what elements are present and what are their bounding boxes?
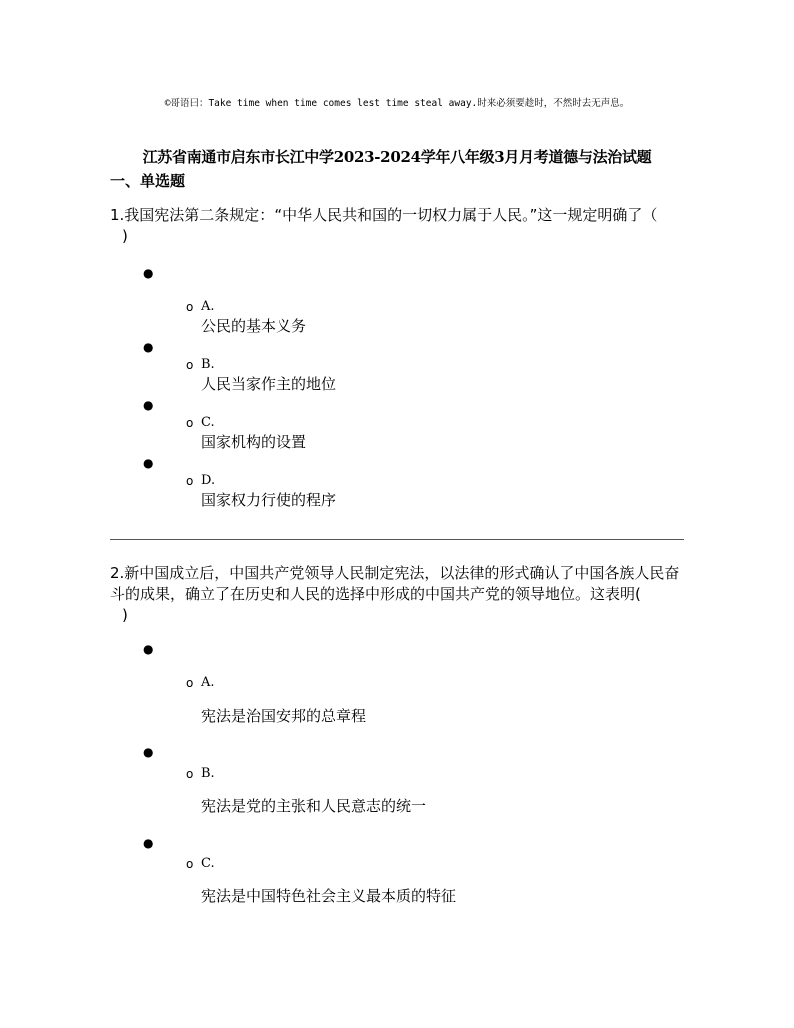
bullet-icon: ● xyxy=(143,266,154,280)
motto-line: ©哥语曰：Take time when time comes lest time steal away.时来必须要趁时，不然时去无声息。 xyxy=(164,98,630,109)
option-text: 宪法是党的主张和人民意志的统一 xyxy=(201,797,427,815)
hollow-circle-icon: o xyxy=(186,300,194,314)
hollow-circle-icon: o xyxy=(186,857,194,871)
option-text: 宪法是治国安邦的总章程 xyxy=(201,707,367,725)
option-text: 宪法是中国特色社会主义最本质的特征 xyxy=(201,887,457,905)
option-letter: A. xyxy=(201,299,215,314)
question-1-stem xyxy=(110,205,690,247)
hollow-circle-icon: o xyxy=(186,676,194,690)
question-2-text: 2.新中国成立后，中国共产党领导人民制定宪法，以法律的形式确认了中国各族人民奋斗的成果，确立了在历史和人民的选择中形成的中国共产党的领导地位。这表明( xyxy=(110,564,680,603)
hollow-circle-icon: o xyxy=(186,358,194,372)
hollow-circle-icon: o xyxy=(186,767,194,781)
bullet-icon: ● xyxy=(143,456,154,470)
option-letter: B. xyxy=(201,766,215,781)
question-1-text: 1.我国宪法第二条规定：“中华人民共和国的一切权力属于人民。”这一规定明确了（ xyxy=(110,206,658,224)
bullet-icon: ● xyxy=(143,340,154,354)
question-2-stem xyxy=(110,563,690,626)
section-heading: 一、单选题 xyxy=(110,172,186,190)
question-1-stem-end: ) xyxy=(122,227,128,245)
option-text: 国家权力行使的程序 xyxy=(201,491,337,509)
question-2-stem-end: ) xyxy=(122,606,128,624)
option-letter: C. xyxy=(201,856,215,871)
bullet-icon: ● xyxy=(143,745,154,759)
option-letter: D. xyxy=(201,473,216,488)
hollow-circle-icon: o xyxy=(186,474,194,488)
bullet-icon: ● xyxy=(143,398,154,412)
option-text: 公民的基本义务 xyxy=(201,317,307,335)
option-text: 人民当家作主的地位 xyxy=(201,375,337,393)
option-letter: B. xyxy=(201,357,215,372)
hollow-circle-icon: o xyxy=(186,416,194,430)
exam-title: 江苏省南通市启东市长江中学2023-2024学年八年级3月月考道德与法治试题 xyxy=(142,148,652,166)
option-text: 国家机构的设置 xyxy=(201,433,307,451)
option-letter: A. xyxy=(201,675,215,690)
option-letter: C. xyxy=(201,415,215,430)
bullet-icon: ● xyxy=(143,836,154,850)
horizontal-divider xyxy=(110,539,684,540)
bullet-icon: ● xyxy=(143,642,154,656)
